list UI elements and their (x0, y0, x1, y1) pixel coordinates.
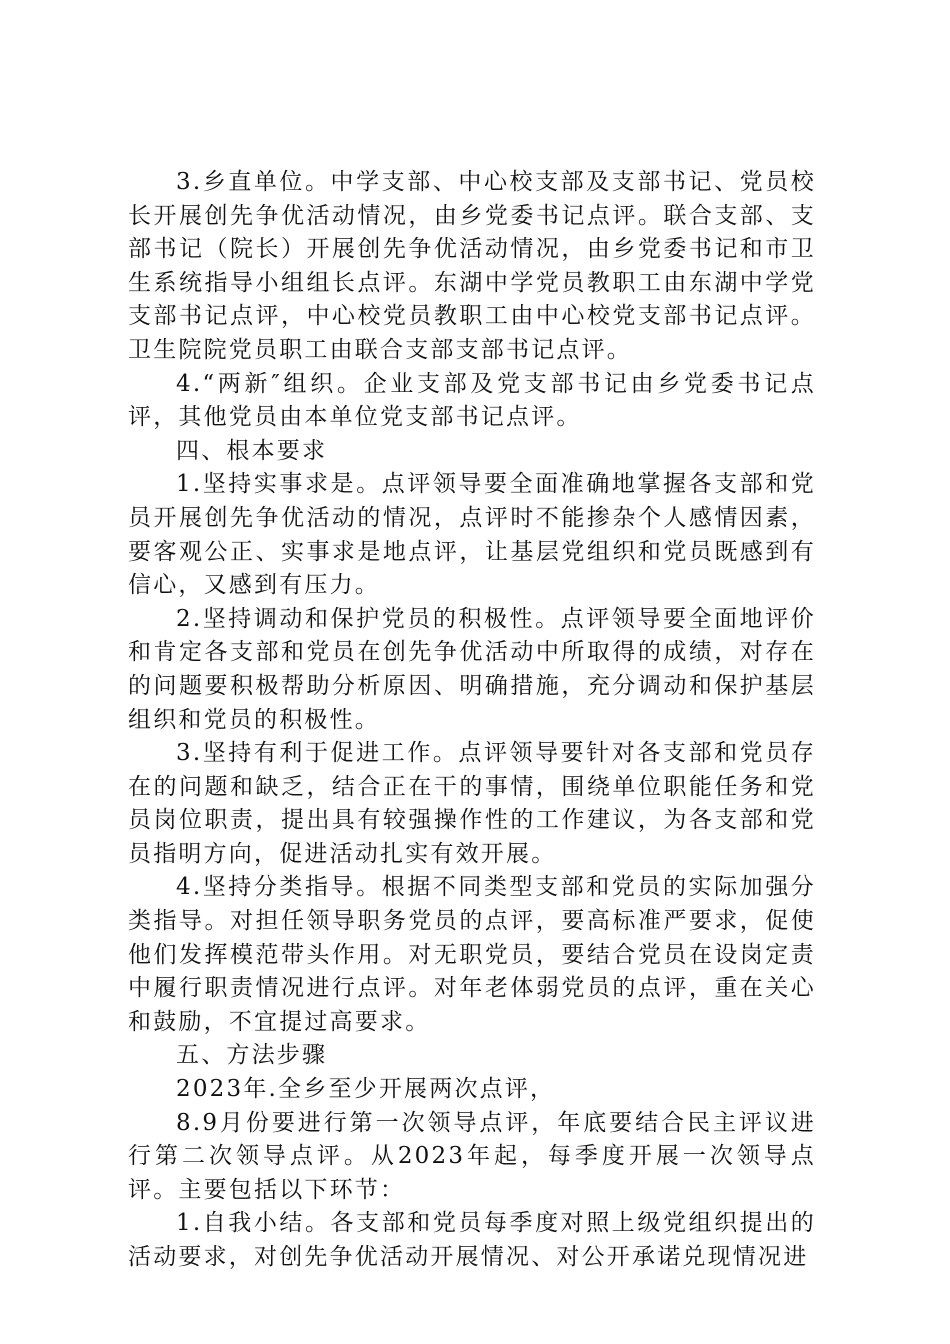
paragraph-seek-truth: 1.坚持实事求是。点评领导要全面准确地掌握各支部和党员开展创先争优活动的情况，点评时不能掺杂个人感情因素，要客观公正、实事求是地点评，让基层党组织和党员既感到有信心，又感到有压力。 (128, 471, 816, 599)
section-heading-method-steps: 五、方法步骤 (176, 1042, 328, 1069)
paragraph-township-units: 3.乡直单位。中学支部、中心校支部及支部书记、党员校长开展创先争优活动情况，由乡党委书记点评。联合支部、支部书记（院长）开展创先争优活动情况，由乡党委书记和市卫生系统指导小组组长点评。东湖中学党员教职工由东湖中学党支部书记点评，中心校党员教职工由中心校党支部书记点评。卫生院院党员职工由联合支部支部书记点评。 (128, 169, 816, 363)
section-heading-basic-requirements: 四、根本要求 (176, 437, 328, 464)
paragraph-year-plan: 2023年.全乡至少开展两次点评， (176, 1076, 556, 1103)
paragraph-self-summary: 1.自我小结。各支部和党员每季度对照上级党组织提出的活动要求，对创先争优活动开展情况、对公开承诺兑现情况进 (128, 1210, 816, 1270)
paragraph-mobilize-enthusiasm: 2.坚持调动和保护党员的积极性。点评领导要全面地评价和肯定各支部和党员在创先争优活动中所取得的成绩，对存在的问题要积极帮助分析原因、明确措施，充分调动和保护基层组织和党员的积极性。 (128, 605, 816, 733)
document-body (128, 166, 816, 1275)
paragraph-promote-work: 3.坚持有利于促进工作。点评领导要针对各支部和党员存在的问题和缺乏，结合正在干的事情，围绕单位职能任务和党员岗位职责，提出具有较强操作性的工作建议，为各支部和党员指明方向，促进活动扎实有效开展。 (128, 740, 816, 867)
paragraph-review-schedule: 8.9月份要进行第一次领导点评，年底要结合民主评议进行第二次领导点评。从2023年起，每季度开展一次领导点评。主要包括以下环节： (128, 1109, 816, 1203)
paragraph-classified-guidance: 4.坚持分类指导。根据不同类型支部和党员的实际加强分类指导。对担任领导职务党员的点评，要高标准严要求，促使他们发挥模范带头作用。对无职党员，要结合党员在设岗定责中履行职责情况进行点评。对年老体弱党员的点评，重在关心和鼓励，不宜提过高要求。 (128, 874, 816, 1035)
paragraph-two-new-organizations: 4.“两新″组织。企业支部及党支部书记由乡党委书记点评，其他党员由本单位党支部书记点评。 (128, 370, 816, 431)
